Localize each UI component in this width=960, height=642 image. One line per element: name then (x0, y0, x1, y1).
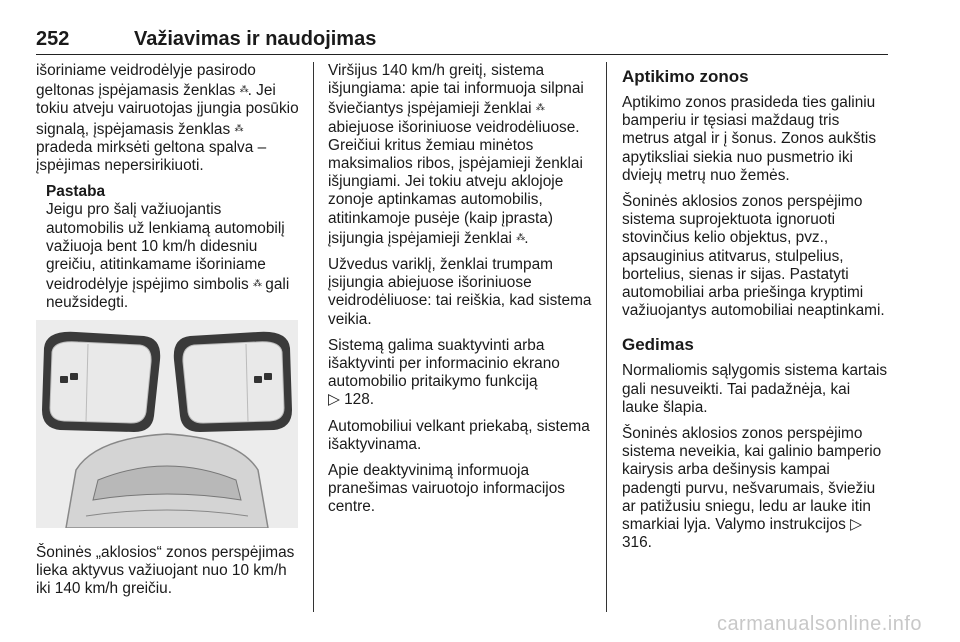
column-divider (313, 62, 314, 612)
chapter-title: Važiavimas ir naudojimas (134, 28, 377, 50)
paragraph: išoriniame veidrodėlyje pasirodo geltonas įspėjamasis ženklas ⁂. Jei tokiu atveju vairuotojas įjungia posūkio signalą, įspėjamasis ženklas ⁂ pradeda mirksėti geltona spalva – įspėjimas nepersirikiuoti. (36, 62, 299, 175)
paragraph: Apie deaktyvinimą informuoja pranešimas vairuotojo informacijos centre. (328, 462, 565, 516)
blind-spot-warning-icon: ⁂ (516, 231, 525, 242)
figure-caption: Šoninės „aklosios“ zonos perspėjimas lieka aktyvus važiuojant nuo 10 km/h iki 140 km/h greičiu. (36, 544, 295, 598)
page-reference-link[interactable]: 316. (622, 534, 652, 552)
note-title: Pastaba (46, 183, 106, 201)
page-number: 252 (36, 28, 70, 50)
paragraph: Sistemą galima suaktyvinti arba išaktyvinti per informacinio ekrano automobilio pritaikymo funkciją ▷ 128. (328, 336, 560, 409)
blind-spot-warning-icon: ⁂ (239, 84, 248, 95)
paragraph: Normaliomis sąlygomis sistema kartais gali nesuveikti. Tai padažnėja, kai lauke šlapia. (622, 362, 888, 416)
column-middle (328, 62, 598, 525)
reference-arrow-icon: ▷ (850, 516, 862, 534)
column-right (622, 66, 890, 560)
column-divider (606, 62, 607, 612)
reference-arrow-icon: ▷ (328, 391, 340, 409)
watermark: carmanualsonline.info (716, 613, 922, 635)
section-heading: Gedimas (622, 335, 694, 355)
paragraph: Aptikimo zonos prasideda ties galiniu bamperiu ir tęsiasi maždaug tris metrus atgal ir į šonus. Zonos aukštis apytiksliai siekia nuo pusmetrio iki dviejų metrų nuo žemės. (622, 94, 877, 184)
mirror-car-drawing (36, 320, 298, 528)
page-reference-link[interactable]: 128. (344, 391, 375, 409)
column-left (36, 62, 302, 313)
paragraph: Viršijus 140 km/h greitį, sistema išjungiama: apie tai informuoja silpnai šviečiantys įspėjamieji ženklai ⁂ abiejuose išoriniuose veidrodėliuose. Greičiui kritus žemiau minėtos maksimalios ribos, įspėjamieji ženklai išjungiami. Jei tokiu atveju aklojoje zonoje aptinkamas automobilis, atitinkamoje pusėje (kaip įprasta) įsijungia įspėjamieji ženklai ⁂. (328, 62, 584, 247)
section-heading: Aptikimo zonos (622, 67, 749, 86)
paragraph: Užvedus variklį, ženklai trumpam įsijungia abiejuose išoriniuose veidrodėliuose: tai reiškia, kad sistema veikia. (328, 256, 592, 328)
note-box: Pastaba Jeigu pro šalį važiuojantis automobilis už lenkiamą automobilį važiuoja bent 10 km/h didesniu greičiu, atitinkamame išoriniame veidrodėlyje įspėjimo simbolis ⁂ gali neužsidegti. (46, 183, 302, 312)
blind-spot-warning-icon: ⁂ (253, 278, 262, 289)
blind-spot-warning-icon: ⁂ (535, 102, 544, 113)
blind-spot-warning-icon: ⁂ (234, 122, 243, 133)
paragraph: Šoninės aklosios zonos perspėjimo sistema suprojektuota ignoruoti stovinčius kelio objektus, pvz., apsauginius atitvarus, stulpelius, bortelius, sienas ir sijas. Pastatyti automobiliai arba priešinga kryptimi važiuojantys automobiliai neaptinkami. (622, 193, 885, 320)
paragraph: Automobiliui velkant priekabą, sistema išaktyvinama. (328, 417, 590, 453)
page-header (36, 28, 888, 55)
paragraph: Šoninės aklosios zonos perspėjimo sistema neveikia, kai galinio bamperio kairysis arba dešinysis kampai padengti purvu, nešvarumais, šviežiu ar patižusiu sniegu, ledu ar lauke itin smarkiai lyja. Valymo instrukcijos ▷ 316. (622, 425, 882, 552)
mirrors-illustration (36, 320, 298, 528)
